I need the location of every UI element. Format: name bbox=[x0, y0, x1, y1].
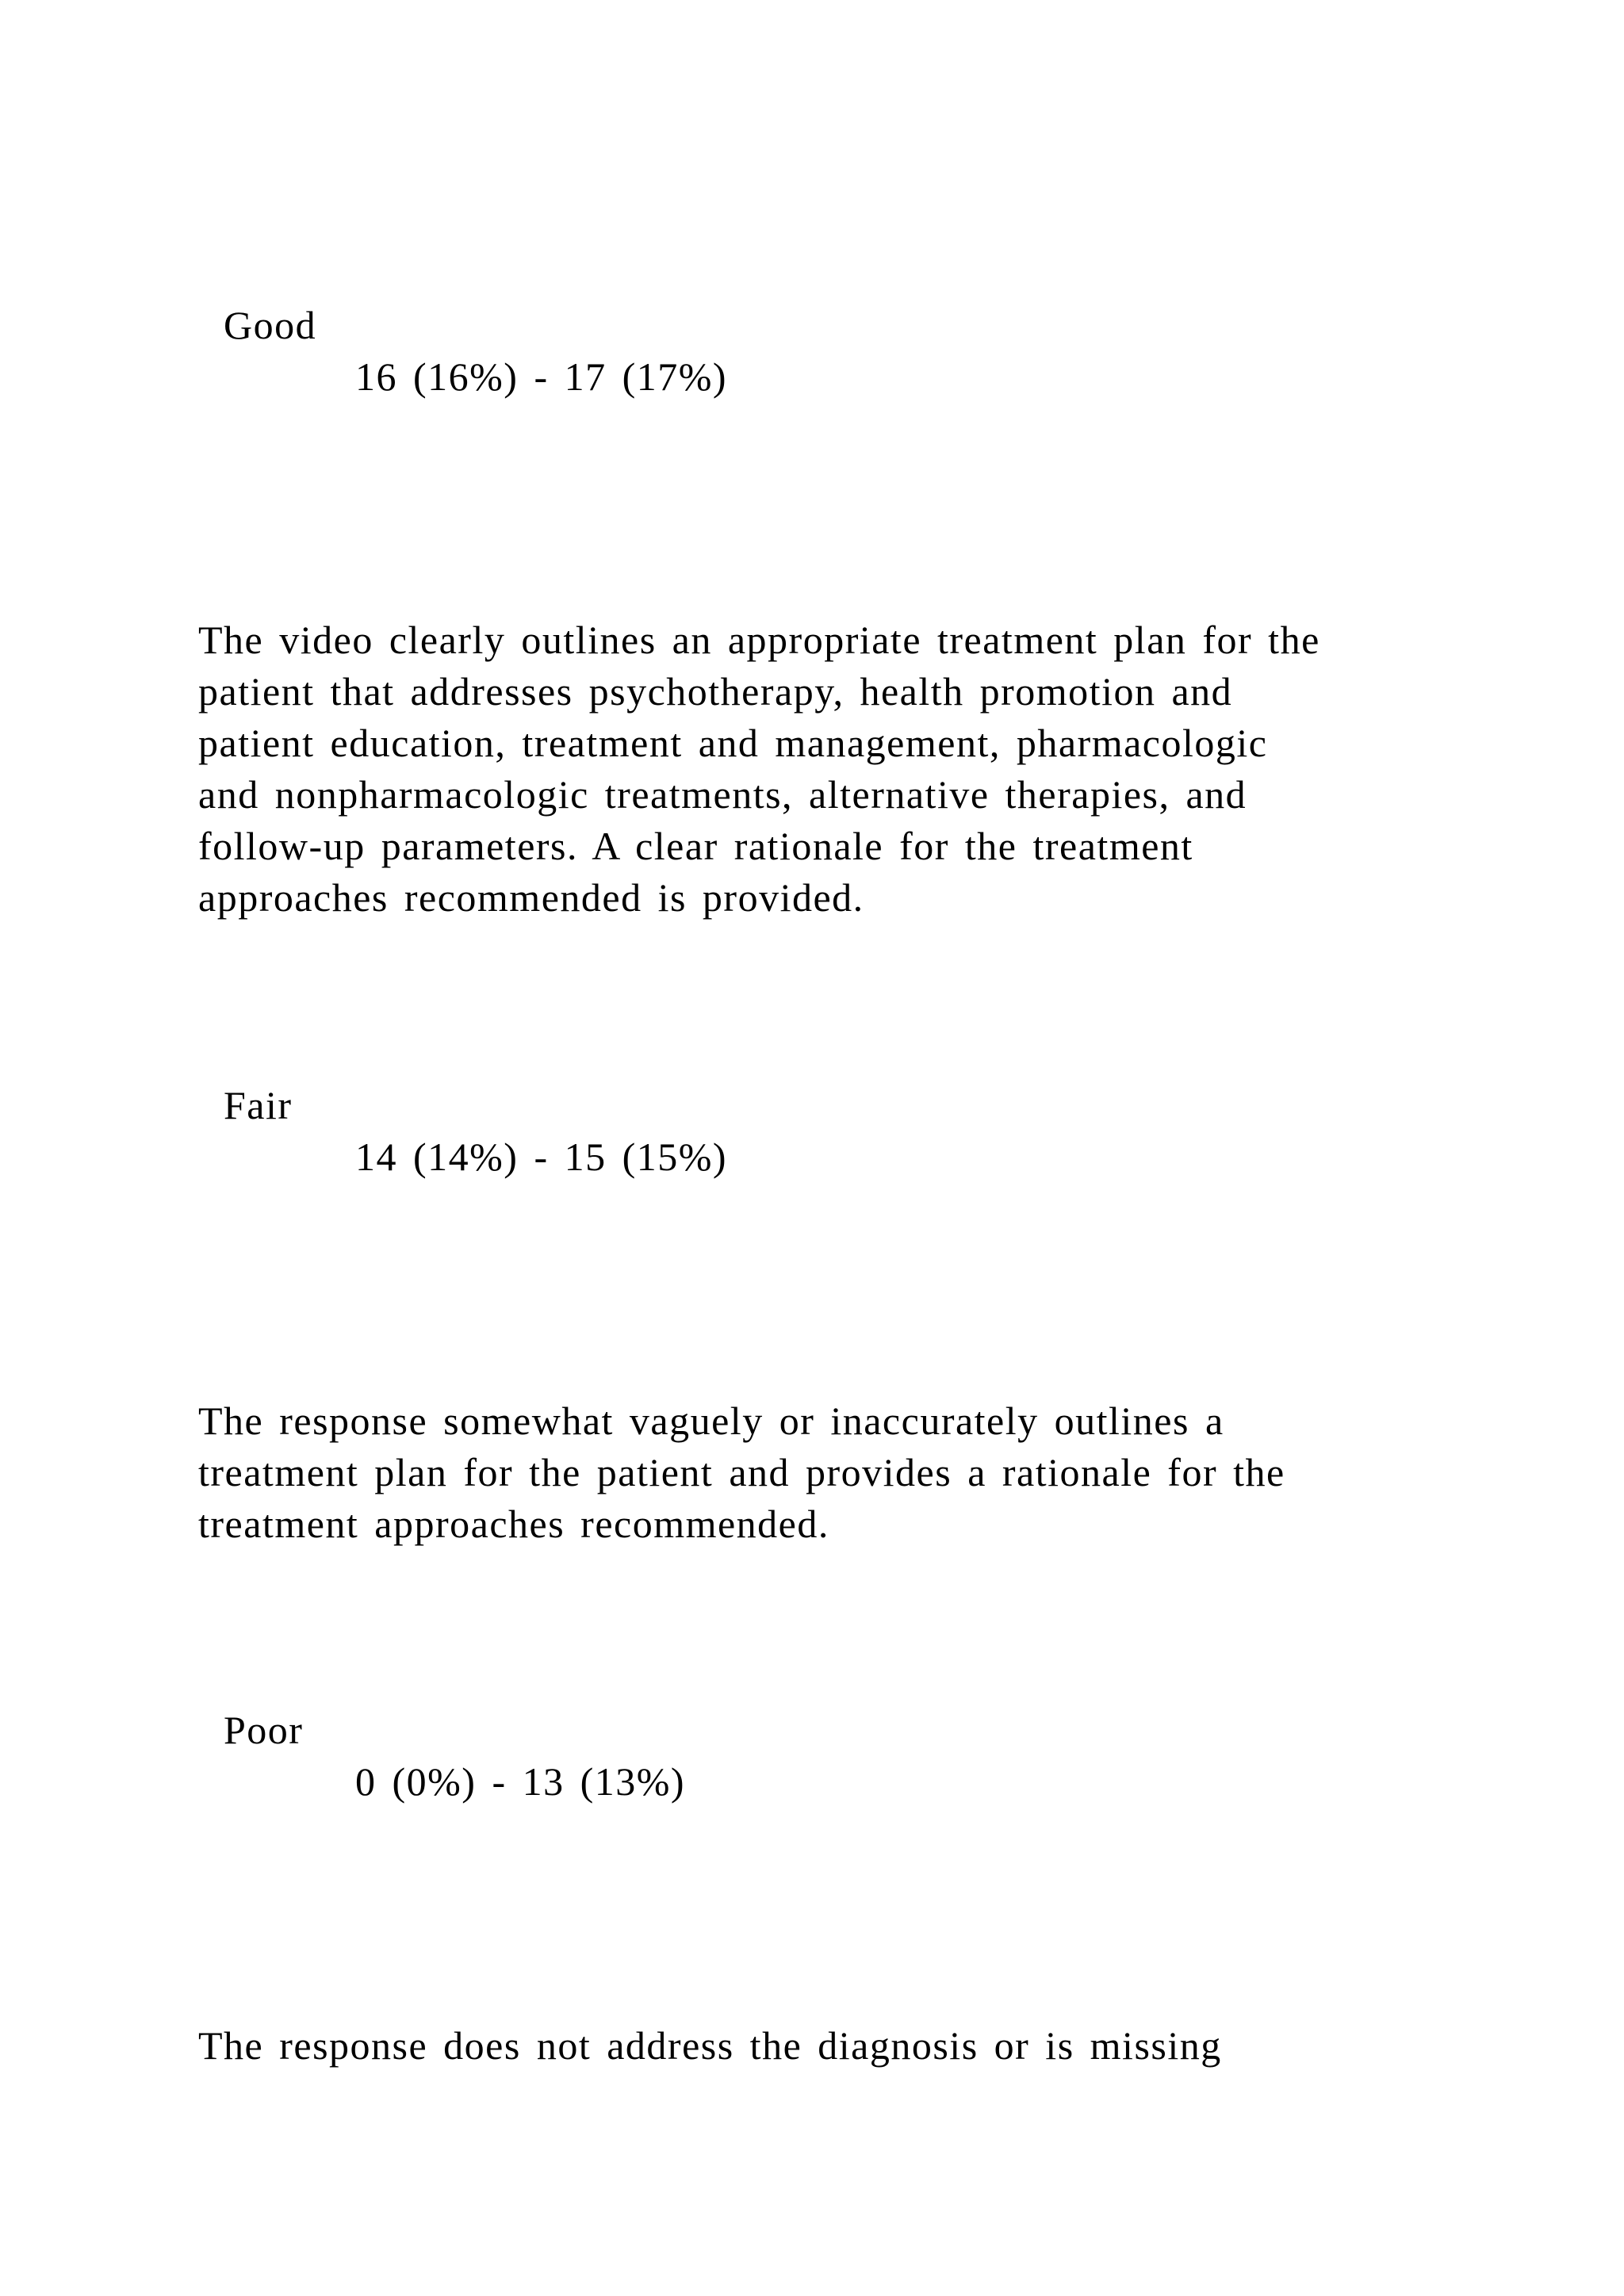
description-line: approaches recommended is provided. bbox=[198, 875, 864, 920]
description-line: treatment approaches recommended. bbox=[198, 1502, 829, 1546]
points-range-good: 16 (16%) - 17 (17%) bbox=[355, 354, 728, 399]
description-line: The response somewhat vaguely or inaccurately outlines a bbox=[198, 1399, 1224, 1443]
description-line: and nonpharmacologic treatments, alternative therapies, and bbox=[198, 772, 1247, 817]
rating-label-good: Good bbox=[224, 303, 317, 347]
description-line: patient that addresses psychotherapy, health promotion and bbox=[198, 669, 1233, 714]
rating-label-poor: Poor bbox=[224, 1708, 304, 1752]
rating-label-fair: Fair bbox=[224, 1083, 293, 1127]
description-line: treatment plan for the patient and provides a rationale for the bbox=[198, 1450, 1285, 1494]
description-line: The video clearly outlines an appropriate treatment plan for the bbox=[198, 618, 1320, 662]
description-line: follow-up parameters. A clear rationale for the treatment bbox=[198, 824, 1193, 868]
description-line: The response does not address the diagnosis or is missing bbox=[198, 2023, 1222, 2068]
description-line: patient education, treatment and management, pharmacologic bbox=[198, 721, 1268, 765]
points-range-fair: 14 (14%) - 15 (15%) bbox=[355, 1135, 728, 1179]
points-range-poor: 0 (0%) - 13 (13%) bbox=[355, 1759, 686, 1804]
